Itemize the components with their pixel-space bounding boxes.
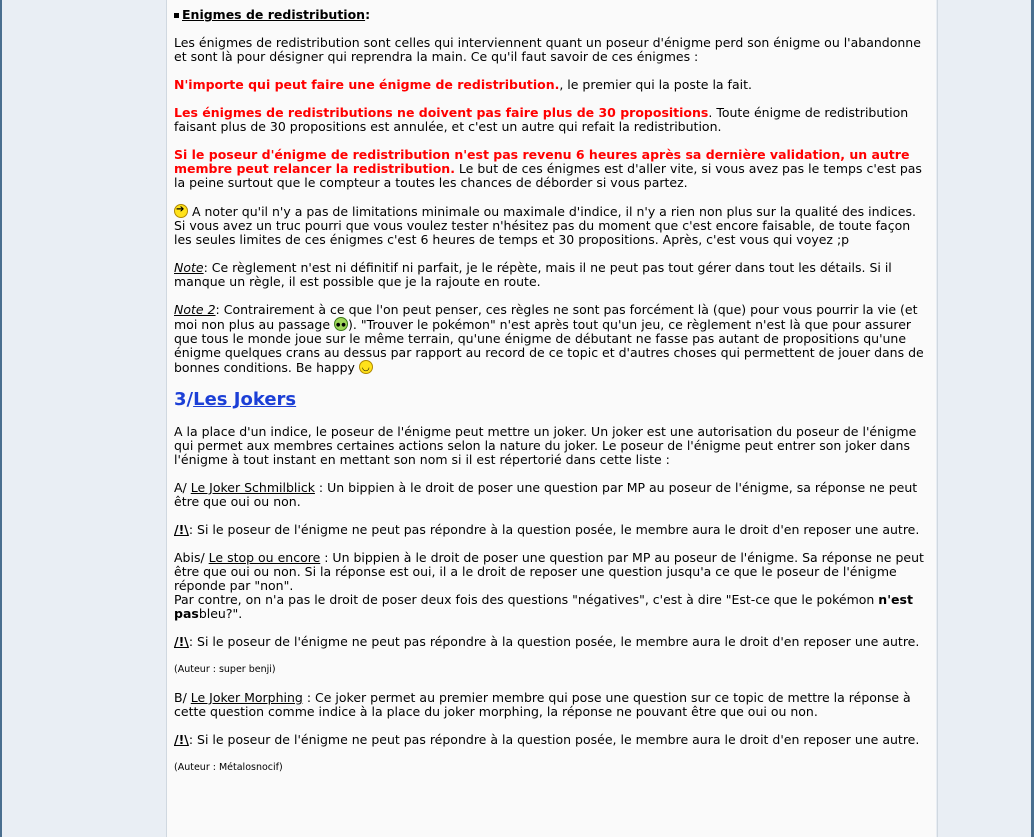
joker-abis: Abis/ Le stop ou encore : Un bippien à le droit de poser une question par MP au poseur de l'énigme. Sa réponse ne peut être que oui ou non. Si la réponse est oui, il a le droit de reposer une question jusqu'a ce que le poseur de l'énigme réponde par "non". Par contre, on n'a pas le droit de poser deux fois des questions "négatives", c'est à dire "Est-ce que le pokémon n'est pasbleu?". <box>174 550 924 621</box>
redistribution-intro: Les énigmes de redistribution sont celles qui interviennent quant un poseur d'énigme perd son énigme ou l'abandonne et sont là pour désigner qui reprendra la main. Ce qu'il faut savoir de ces énigmes : <box>174 35 921 64</box>
section-3-heading: 3/Les Jokers <box>174 389 297 410</box>
note-2: Note 2: Contrairement à ce que l'on peut penser, ces règles ne sont pas forcément là (que) pour vous pourrir la vie (et moi non plus au passage ●●). "Trouver le pokémon" n'est après tout qu'un jeu, ce règlement n'est là que pour assurer que tous le monde joue sur le même terrain, qu'une énigme de débutant ne fasse pas autant de propositions qu'une énigme quelques crans au dessus par rapport au record de ce topic et d'autres choses qui permettent de jouer dans de bonnes conditions. Be happy ◡ <box>174 303 929 375</box>
forum-right-column <box>937 0 1032 837</box>
warning-1: /!\: Si le poseur de l'énigme ne peut pas répondre à la question posée, le membre aura le droit d'en reposer une autre. <box>174 522 920 537</box>
note-1: Note: Ce règlement n'est ni définitif ni parfait, je le répète, mais il ne peut pas tout gérer dans tout les détails. Si il manque un règle, il est possible que je la rajoute en route. <box>174 260 892 289</box>
bullet-icon <box>174 13 179 18</box>
author-credit-2: (Auteur : Métalosnocif) <box>174 762 283 773</box>
jokers-intro: A la place d'un indice, le poseur de l'énigme peut mettre un joker. Un joker est une autorisation du poseur de l'énigme qui permet aux membres certaines actions selon la nature du joker. Le poseur de l'énigme peut entrer son joker dans l'énigme à tout instant en mettant son nom si il est répertorié dans cette liste : <box>174 424 917 467</box>
joker-b: B/ Le Joker Morphing : Ce joker permet au premier membre qui pose une question sur ce topic de mettre la réponse à cette question comme indice à la place du joker morphing, la réponse ne pouvant être que oui ou non. <box>174 690 911 719</box>
forum-left-column <box>2 0 167 837</box>
arrow-smiley-icon <box>174 204 188 218</box>
rule-1: N'importe qui peut faire une énigme de redistribution., le premier qui la poste la fait. <box>174 77 752 92</box>
warning-3: /!\: Si le poseur de l'énigme ne peut pas répondre à la question posée, le membre aura le droit d'en reposer une autre. <box>174 732 920 747</box>
redistribution-heading: Enigmes de redistribution: <box>174 8 929 22</box>
rule-3: Si le poseur d'énigme de redistribution n'est pas revenu 6 heures après sa dernière validation, un autre membre peut relancer la redistribution. Le but de ces énigmes est d'aller vite, si vous avez pas le temps c'est pas la peine surtout que le compteur a toutes les chances de déborder si vous partez. <box>174 147 922 190</box>
arrow-note: ➔ A noter qu'il n'y a pas de limitations minimale ou maximale d'indice, il n'y a rien non plus sur la qualité des indices. Si vous avez un truc pourri que vous voulez tester n'hésitez pas du moment que c'est encore faisable, de toute façon les seules limites de ces énigmes c'est 6 heures de temps et 30 propositions. Après, c'est vous qui voyez ;p <box>174 204 929 247</box>
forum-post-body <box>167 0 936 837</box>
happy-smiley-icon <box>359 360 373 374</box>
section-3-link[interactable]: Les Jokers <box>193 389 297 410</box>
author-credit-1: (Auteur : super benji) <box>174 664 276 675</box>
green-smiley-icon <box>334 317 348 331</box>
joker-a: A/ Le Joker Schmilblick : Un bippien à le droit de poser une question par MP au poseur de l'énigme, sa réponse ne peut être que oui ou non. <box>174 480 918 509</box>
warning-2: /!\: Si le poseur de l'énigme ne peut pas répondre à la question posée, le membre aura le droit d'en reposer une autre. <box>174 634 920 649</box>
rule-2: Les énigmes de redistributions ne doivent pas faire plus de 30 propositions. Toute énigme de redistribution faisant plus de 30 propositions est annulée, et c'est un autre qui refait la redistribution. <box>174 105 909 134</box>
